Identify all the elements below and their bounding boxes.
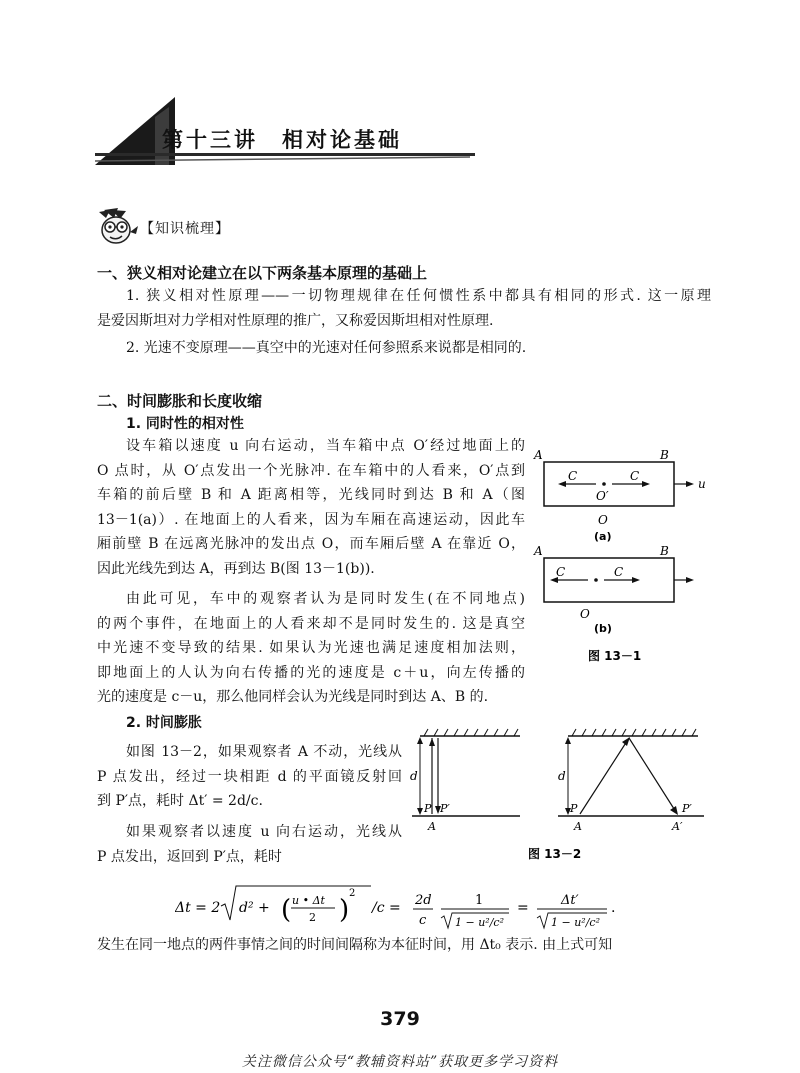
formula-d3: 1 − u²/c²	[551, 916, 600, 929]
cartoon-mascot-icon	[96, 208, 140, 248]
closing-paragraph: 发生在同一地点的两件事情之间的时间间隔称为本征时间，用 Δt₀ 表示. 由上式可知	[97, 937, 613, 953]
section1-para1-line1: 1. 狭义相对性原理——一切物理规律在任何惯性系中都具有相同的形式. 这一原理	[126, 288, 711, 304]
formula-lhs: Δt = 2	[175, 900, 221, 916]
label-b-right: B	[660, 448, 669, 462]
consequence-paragraph	[97, 587, 525, 710]
label-c-left: C	[556, 565, 566, 579]
label-ground-o: O	[580, 607, 590, 621]
figure-13-2-caption: 图 13－2	[528, 847, 582, 861]
label-ground-o: O	[598, 513, 608, 527]
chapter-title: 第十三讲 相对论基础	[162, 128, 402, 152]
label-a: A	[428, 820, 436, 833]
section1-heading: 一、狭义相对论建立在以下两条基本原理的基础上	[97, 264, 428, 282]
label-c-right: C	[630, 469, 640, 483]
section2-heading: 二、时间膨胀和长度收缩	[97, 392, 263, 410]
formula-eq: =	[517, 900, 529, 916]
knowledge-summary-tag: 【知识梳理】	[140, 221, 230, 237]
text-line: 如果观察者以速度 u 向右运动，光线从	[126, 824, 402, 840]
label-a-left: A	[534, 544, 543, 558]
svg-text:): )	[339, 895, 350, 925]
formula-n3: Δt′	[561, 893, 579, 908]
formula-n2: 1	[475, 893, 484, 908]
footer-watermark-note: 关注微信公众号“教辅资料站”获取更多学习资料	[241, 1054, 559, 1070]
label-velocity: u	[698, 477, 706, 491]
text-line: P 点发出，经过一块相距 d 的平面镜反射回	[97, 768, 402, 785]
formula-after: /c =	[372, 900, 401, 916]
text-line: 即地面上的人认为向右传播的光的速度是 c＋u，向左传播的	[97, 664, 525, 681]
text-line: 光的速度是 c－u，那么他同样会认为光线是同时到达 A、B 的.	[97, 689, 489, 705]
label-a-prime: A′	[672, 820, 683, 833]
page-number: 379	[380, 1008, 420, 1030]
label-d: d	[410, 769, 418, 783]
subsection-simultaneity-heading: 1. 同时性的相对性	[126, 416, 244, 432]
label-subfig-b: (b)	[594, 622, 612, 635]
svg-text:(: (	[281, 895, 292, 925]
text-line: 由此可见，车中的观察者认为是同时发生(在不同地点)	[126, 591, 525, 607]
formula-r1: d² +	[239, 900, 270, 916]
formula-end: .	[611, 900, 616, 916]
label-d: d	[558, 769, 566, 783]
label-p: P	[570, 802, 578, 815]
formula-square: 2	[349, 888, 356, 899]
text-line: O 点时，从 O′点发出一个光脉冲. 在车箱中的人看来，O′点到	[97, 462, 525, 479]
formula-d2: 1 − u²/c²	[455, 916, 504, 929]
figure-13-1-caption: 图 13－1	[588, 649, 642, 663]
text-line: 中光速不变导致的结果. 如果认为光速也满足速度相加法则，	[97, 640, 525, 656]
section1-para1-line2: 是爱因斯坦对力学相对性原理的推广，又称爱因斯坦相对性原理.	[97, 313, 494, 329]
section1-para2: 2. 光速不变原理——真空中的光速对任何参照系来说都是相同的.	[126, 340, 527, 356]
label-subfig-a: (a)	[594, 530, 612, 543]
formula-n1: 2d	[415, 893, 432, 908]
time-dilation-paragraph-1	[97, 740, 402, 814]
label-p: P	[424, 802, 432, 815]
figure-13-1	[528, 448, 728, 668]
time-dilation-paragraph-2	[97, 820, 402, 869]
subsection-time-dilation-heading: 2. 时间膨胀	[126, 715, 202, 731]
text-line: 车箱的前后壁 B 和 A 距离相等，光线同时到达 B 和 A（图	[97, 487, 525, 503]
text-line: 设车箱以速度 u 向右运动，当车箱中点 O′经过地面上的	[126, 438, 525, 454]
label-p-prime: P′	[682, 802, 692, 815]
time-dilation-formula	[175, 878, 645, 936]
label-c-left: C	[568, 469, 578, 483]
text-line: 如图 13－2，如果观察者 A 不动，光线从	[126, 744, 402, 760]
label-c-right: C	[614, 565, 624, 579]
label-b-right: B	[660, 544, 669, 558]
figure-13-2	[408, 726, 718, 866]
text-line: P 点发出，返回到 P′点，耗时	[97, 848, 282, 865]
formula-inner-numerator: u • Δt	[292, 894, 325, 907]
label-a-left: A	[534, 448, 543, 462]
label-o-prime: O′	[596, 489, 609, 503]
text-line: 因此光线先到达 A，再到达 B(图 13－1(b)).	[97, 560, 375, 577]
formula-d1: c	[419, 913, 427, 928]
text-line: 厢前壁 B 在远离光脉冲的发出点 O，而车厢后壁 A 在靠近 O，	[97, 536, 525, 552]
formula-inner-denominator: 2	[309, 911, 316, 924]
simultaneity-paragraph	[97, 434, 525, 581]
text-line: 的两个事件，在地面上的人看来却不是同时发生的. 这是真空	[97, 615, 525, 632]
text-line: 到 P′点，耗时 Δt′ = 2d/c.	[97, 793, 263, 809]
label-a: A	[574, 820, 582, 833]
label-p-prime: P′	[440, 802, 450, 815]
text-line: 13－1(a)）. 在地面上的人看来，因为车厢在高速运动，因此车	[97, 511, 525, 528]
